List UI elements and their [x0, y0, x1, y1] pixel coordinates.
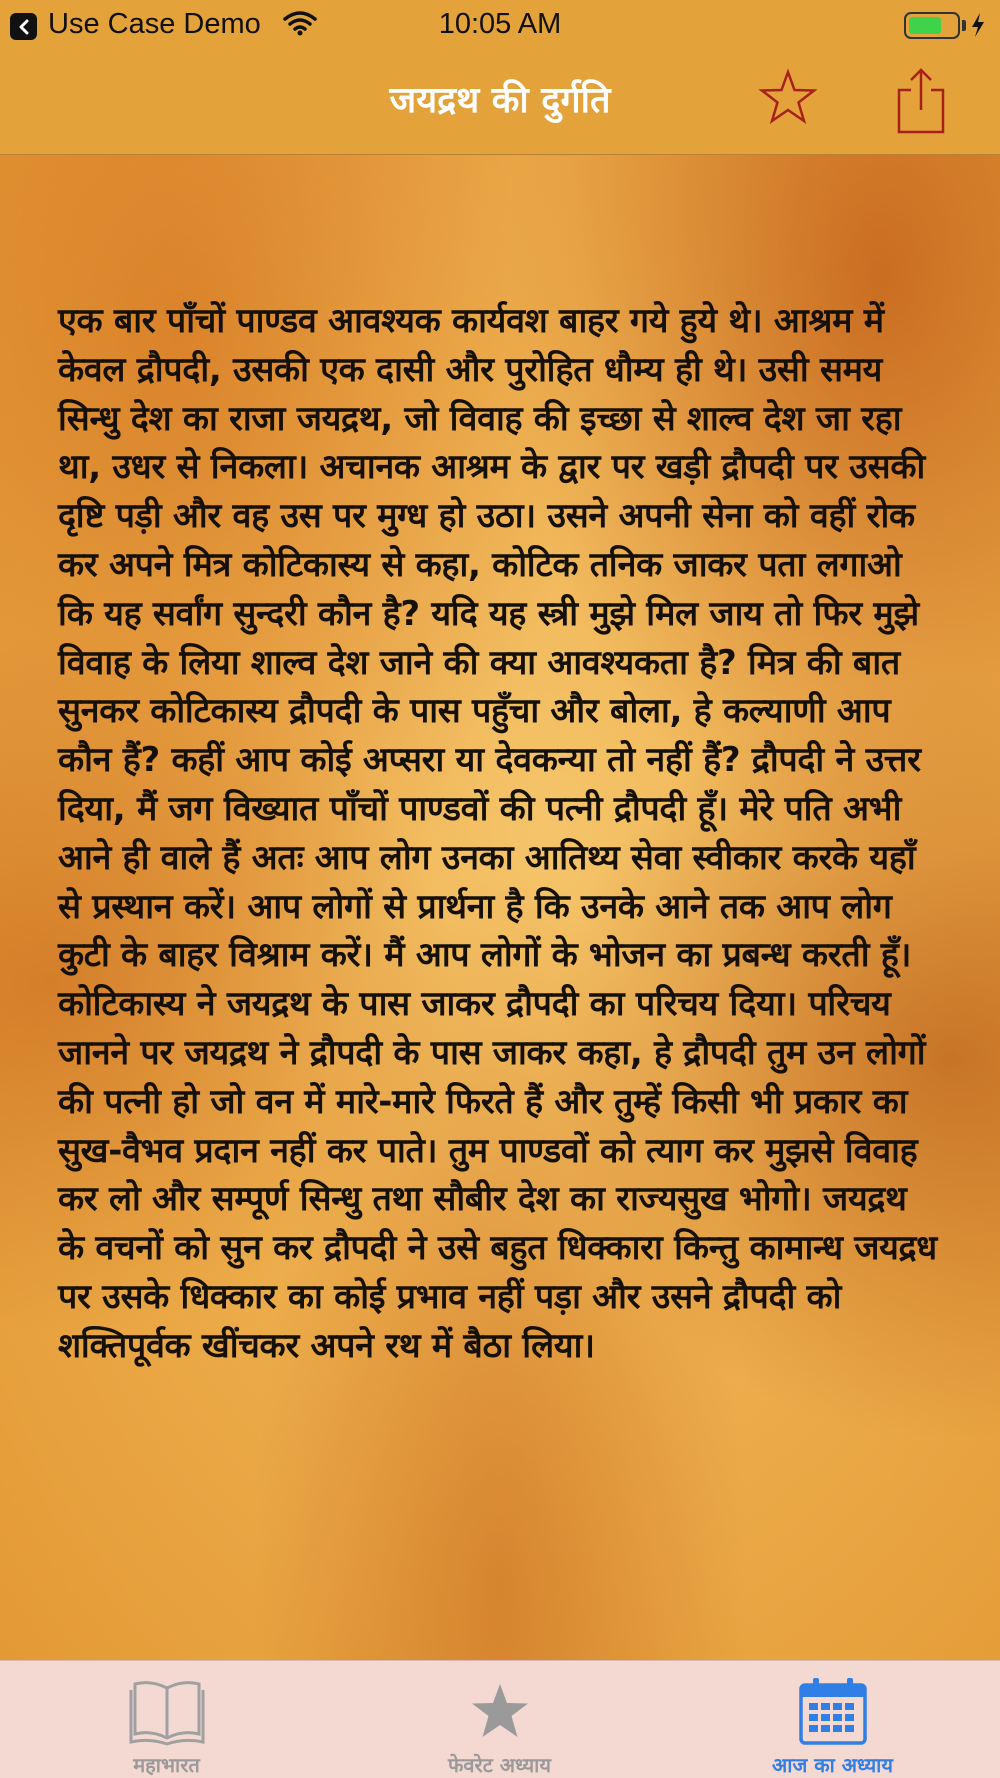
tab-todays-chapter[interactable]	[666, 1661, 999, 1778]
tab-bar	[0, 1660, 1000, 1778]
battery-icon	[904, 12, 960, 39]
chapter-text: एक बार पाँचों पाण्डव आवश्यक कार्यवश बाहर गये हुये थे। आश्रम में केवल द्रौपदी, उसकी एक दासी और पुरोहित धौम्य ही थे। उसी समय सिन्धु देश का राजा जयद्रथ, जो विवाह की इच्छा से शाल्व देश जा रहा था, उधर से निकला। अचानक आश्रम के द्वार पर खड़ी द्रौपदी पर उसकी दृष्टि पड़ी और वह उस पर मुग्ध हो उठा। उसने अपनी सेना को वहीं रोक कर अपने मित्र कोटिकास्य से कहा, कोटिक तनिक जाकर पता लगाओ कि यह सर्वांग सुन्दरी कौन है? यदि यह स्त्री मुझे मिल जाय तो फिर मुझे विवाह के लिया शाल्व देश जाने की क्या आवश्यकता है? मित्र की बात सुनकर कोटिकास्य द्रौपदी के पास पहुँचा और बोला, हे कल्याणी आप कौन हैं? कहीं आप कोई अप्सरा या देवकन्या तो नहीं हैं? द्रौपदी ने उत्तर दिया, मैं जग विख्यात पाँचों पाण्डवों की पत्नी द्रौपदी हूँ। मेरे पति अभी आने ही वाले हैं अतः आप लोग उनका आतिथ्य सेवा स्वीकार करके यहाँ से प्रस्थान करें। आप लोगों से प्रार्थना है कि उनके आने तक आप लोग कुटी के बाहर विश्राम करें। मैं आप लोगों के भोजन का प्रबन्ध करती हूँ। कोटिकास्य ने जयद्रथ के पास जाकर द्रौपदी का परिचय दिया। परिचय जानने पर जयद्रथ ने द्रौपदी के पास जाकर कहा, हे द्रौपदी तुम उन लोगों की पत्नी हो जो वन में मारे-मारे फिरते हैं और तुम्हें किसी भी प्रकार का सुख-वैभव प्रदान नहीं कर पाते। तुम पाण्डवों को त्याग कर मुझसे विवाह कर लो और सम्पूर्ण सिन्धु तथा सौबीर देश का राज्यसुख भोगो। जयद्रथ के वचनों को सुन कर द्रौपदी ने उसे बहुत धिक्कारा किन्तु कामान्ध जयद्रध पर उसके धिक्कार का कोई प्रभाव नहीं पड़ा और उसने द्रौपदी को शक्तिपूर्वक खींचकर अपने रथ में बैठा लिया।	[58, 301, 937, 1366]
book-icon	[129, 1673, 205, 1749]
tab-label: फेवरेट अध्याय	[448, 1753, 551, 1777]
tab-label: महाभारत	[133, 1753, 200, 1777]
status-time: 10:05 AM	[438, 8, 562, 40]
star-outline-icon	[758, 68, 818, 128]
tab-favorite-chapters[interactable]	[333, 1661, 666, 1778]
status-bar	[0, 0, 1000, 52]
tab-label: आज का अध्याय	[772, 1753, 893, 1777]
calendar-icon	[797, 1673, 869, 1749]
status-app-name[interactable]: Use Case Demo	[48, 8, 261, 40]
tab-mahabharat[interactable]	[0, 1661, 333, 1778]
chapter-content[interactable]	[0, 155, 1000, 1660]
navigation-bar	[0, 52, 1000, 155]
share-button[interactable]	[893, 68, 949, 136]
charging-bolt-icon	[970, 12, 986, 43]
favorite-star-button[interactable]	[758, 68, 818, 128]
share-icon	[893, 68, 949, 136]
battery-tip	[962, 20, 966, 31]
star-filled-icon	[470, 1673, 530, 1749]
page-title: जयद्रथ की दुर्गति	[389, 80, 611, 121]
